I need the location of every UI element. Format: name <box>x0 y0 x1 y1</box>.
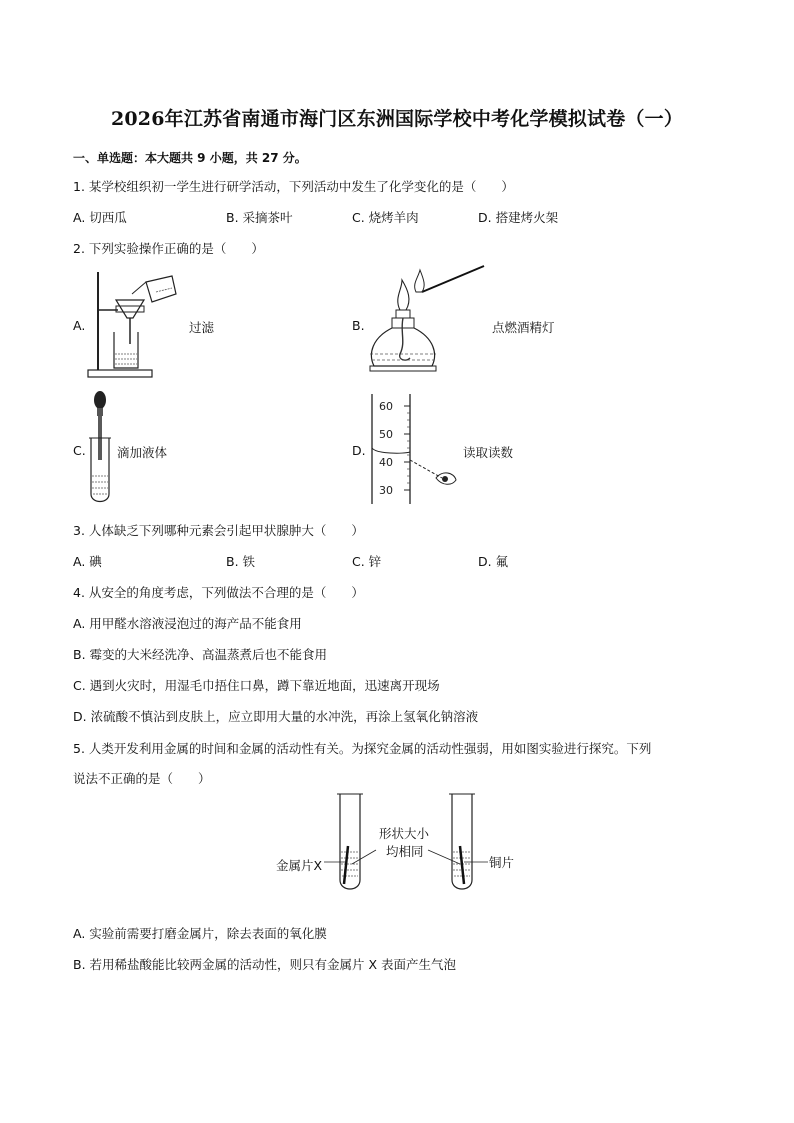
q2-option-b-caption: 点燃酒精灯 <box>492 320 555 335</box>
figure-label-same: 均相同 <box>386 844 424 859</box>
filtration-apparatus-figure <box>86 266 180 378</box>
question-5-stem-line-2: 说法不正确的是（ ） <box>73 771 211 786</box>
q2-option-c-letter: C. <box>73 443 86 458</box>
figure-label-copper: 铜片 <box>489 855 515 870</box>
question-3-stem: 3. 人体缺乏下列哪种元素会引起甲状腺肿大（ ） <box>73 523 364 538</box>
q3-option-b: B. 铁 <box>226 554 256 569</box>
q5-option-a: A. 实验前需要打磨金属片，除去表面的氧化膜 <box>73 926 327 941</box>
graduated-cylinder-figure <box>364 390 464 506</box>
q4-option-d: D. 浓硫酸不慎沾到皮肤上，应立即用大量的水冲洗，再涂上氢氧化钠溶液 <box>73 709 479 724</box>
q3-option-a: A. 碘 <box>73 554 102 569</box>
q2-option-d-letter: D. <box>352 443 366 458</box>
q1-option-c: C. 烧烤羊肉 <box>352 210 419 225</box>
cylinder-tick-50: 50 <box>379 428 393 441</box>
question-4-stem: 4. 从安全的角度考虑，下列做法不合理的是（ ） <box>73 585 364 600</box>
q2-option-c-caption: 滴加液体 <box>117 445 168 460</box>
section-heading: 一、单选题：本大题共 9 小题，共 27 分。 <box>73 151 307 165</box>
cylinder-tick-60: 60 <box>379 400 393 413</box>
q3-option-c: C. 锌 <box>352 554 382 569</box>
cylinder-tick-40: 40 <box>379 456 393 469</box>
question-2-stem: 2. 下列实验操作正确的是（ ） <box>73 241 264 256</box>
figure-label-shape-size: 形状大小 <box>379 826 430 841</box>
question-5-stem-line-1: 5. 人类开发利用金属的时间和金属的活动性有关。为探究金属的活动性强弱，用如图实验进行探究。下列 <box>73 741 652 756</box>
q4-option-c: C. 遇到火灾时，用湿毛巾捂住口鼻，蹲下靠近地面，迅速离开现场 <box>73 678 440 693</box>
q5-option-b: B. 若用稀盐酸能比较两金属的活动性，则只有金属片 X 表面产生气泡 <box>73 957 457 972</box>
dropper-test-tube-figure <box>86 390 116 506</box>
q4-option-b: B. 霉变的大米经洗净、高温蒸煮后也不能食用 <box>73 647 328 662</box>
figure-label-metal-x: 金属片X <box>276 858 323 873</box>
exam-title: 2026年江苏省南通市海门区东洲国际学校中考化学模拟试卷（一） <box>110 108 684 130</box>
q2-option-b-letter: B. <box>352 318 365 333</box>
q2-option-a-letter: A. <box>73 318 86 333</box>
q3-option-d: D. 氟 <box>478 554 509 569</box>
cylinder-tick-30: 30 <box>379 484 393 497</box>
q2-option-a-caption: 过滤 <box>189 320 215 335</box>
q4-option-a: A. 用甲醛水溶液浸泡过的海产品不能食用 <box>73 616 302 631</box>
q1-option-d: D. 搭建烤火架 <box>478 210 559 225</box>
q1-option-a: A. 切西瓜 <box>73 210 127 225</box>
q2-option-d-caption: 读取读数 <box>463 445 514 460</box>
question-1-stem: 1. 某学校组织初一学生进行研学活动，下列活动中发生了化学变化的是（ ） <box>73 179 514 194</box>
q1-option-b: B. 采摘茶叶 <box>226 210 293 225</box>
alcohol-lamp-figure <box>366 262 486 384</box>
